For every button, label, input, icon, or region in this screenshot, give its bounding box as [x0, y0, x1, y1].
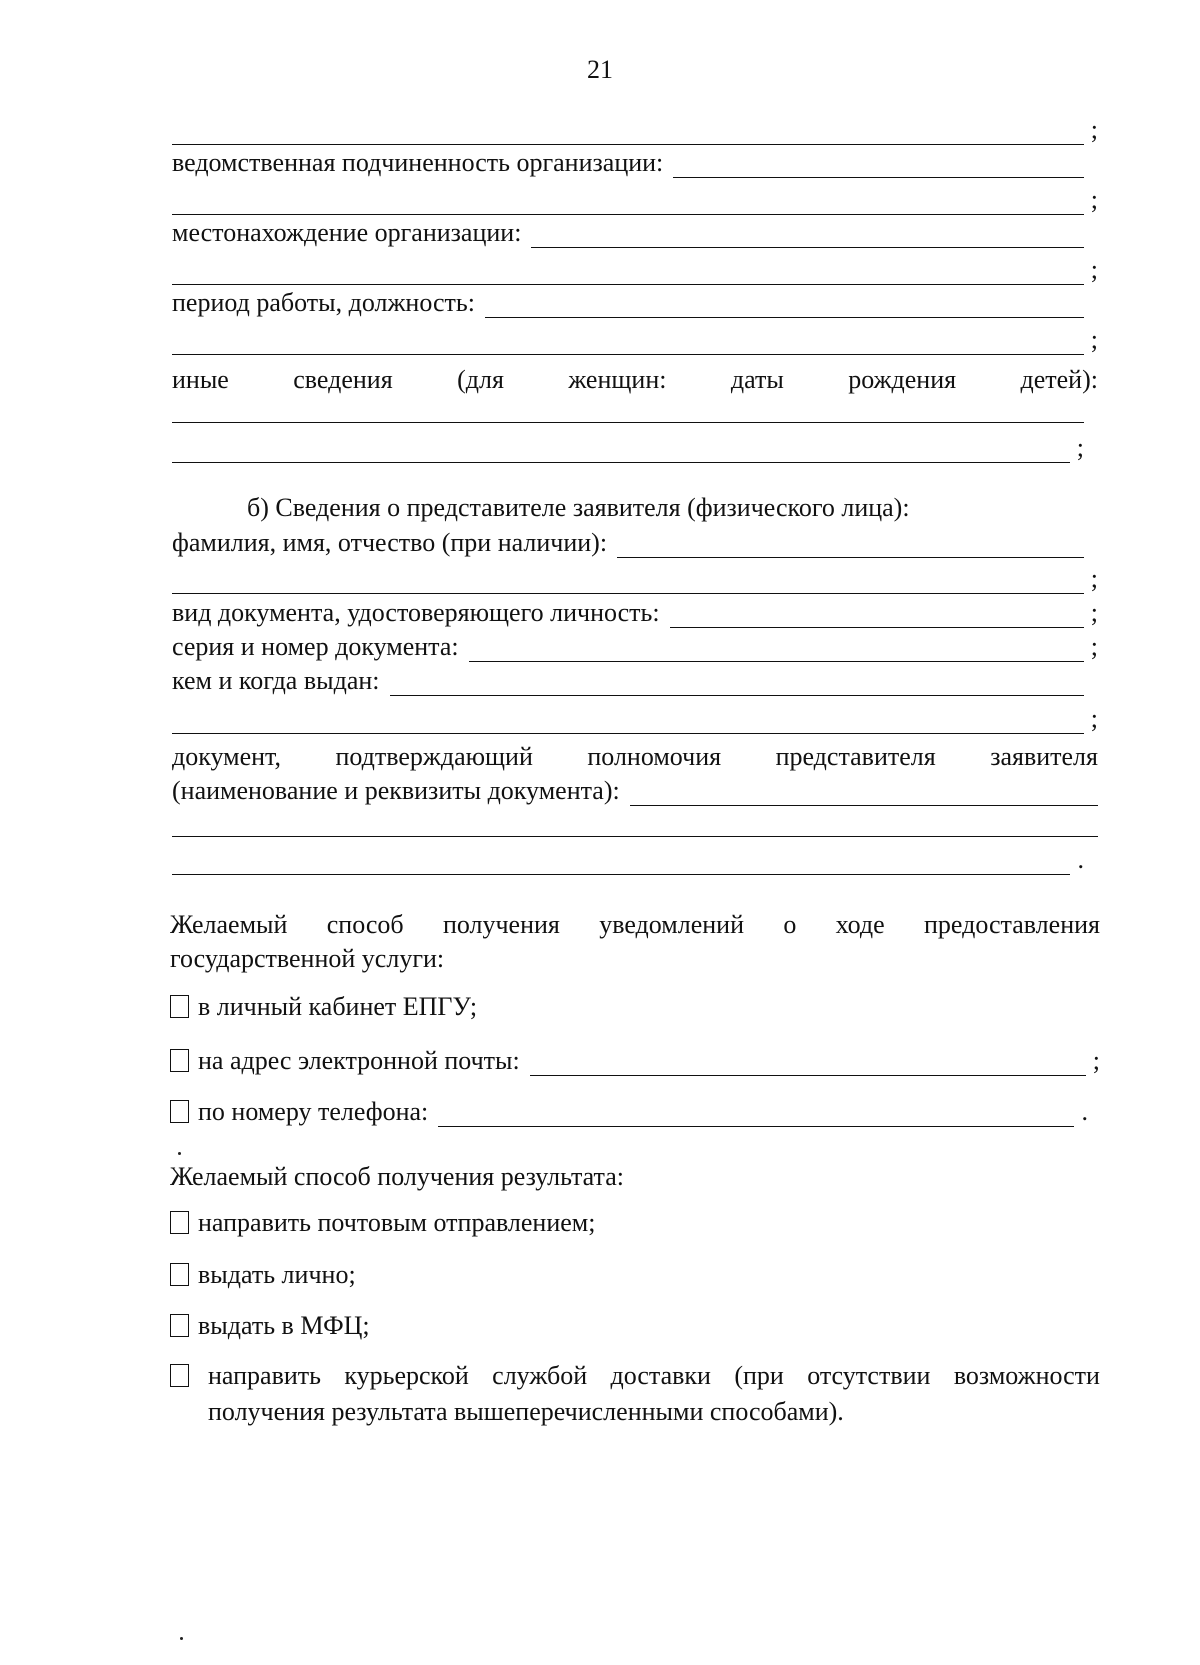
subordination-field[interactable]: [673, 153, 1084, 178]
period: .: [1081, 1097, 1088, 1126]
semicolon: ;: [1090, 704, 1098, 733]
series-row: [172, 632, 1098, 662]
doc-type-row: [172, 598, 1098, 628]
blank-line[interactable]: [172, 260, 1084, 285]
period-row: [172, 288, 1098, 318]
location-label: местонахождение организации:: [172, 218, 522, 247]
blank-line[interactable]: [172, 330, 1084, 355]
fio-field[interactable]: [617, 533, 1084, 558]
location-field[interactable]: [531, 223, 1084, 248]
blank-line[interactable]: [172, 438, 1070, 463]
checkbox[interactable]: [170, 1211, 189, 1234]
blank-line[interactable]: [172, 120, 1084, 145]
blank-line[interactable]: [172, 812, 1098, 837]
checkbox[interactable]: [170, 1314, 189, 1337]
other-info-field-2[interactable]: [172, 433, 1084, 463]
subordination-label: ведомственная подчиненность организации:: [172, 148, 664, 177]
period: .: [1077, 845, 1084, 874]
option-phone[interactable]: [170, 1097, 1088, 1127]
fio-continuation-field[interactable]: [172, 564, 1098, 594]
stray-mark: [178, 1152, 181, 1155]
subordination-continuation-field[interactable]: [172, 185, 1098, 215]
email-field[interactable]: [530, 1051, 1086, 1076]
semicolon: ;: [1090, 564, 1098, 593]
issued-continuation-field[interactable]: [172, 704, 1098, 734]
issued-row: [172, 666, 1084, 696]
authority-doc-field-3[interactable]: [172, 845, 1084, 875]
fio-row: [172, 528, 1084, 558]
option-personal-label: выдать лично;: [198, 1260, 356, 1289]
option-email[interactable]: [170, 1046, 1100, 1076]
period-field[interactable]: [485, 293, 1084, 318]
period-continuation-field[interactable]: [172, 325, 1098, 355]
option-epgu[interactable]: [170, 992, 1100, 1022]
checkbox[interactable]: [170, 1364, 189, 1387]
checkbox[interactable]: [170, 1049, 189, 1072]
series-field[interactable]: [469, 637, 1084, 662]
org-name-continuation-field[interactable]: [172, 115, 1098, 145]
semicolon: ;: [1090, 255, 1098, 284]
authority-doc-label-2: (наименование и реквизиты документа):: [172, 776, 620, 805]
location-continuation-field[interactable]: [172, 255, 1098, 285]
checkbox[interactable]: [170, 995, 189, 1018]
stray-mark: [180, 1637, 183, 1640]
page-number: 21: [587, 55, 613, 84]
authority-doc-field-2[interactable]: [172, 812, 1098, 837]
option-courier[interactable]: [170, 1358, 1100, 1430]
authority-doc-field[interactable]: [630, 781, 1098, 806]
blank-line[interactable]: [172, 398, 1084, 423]
other-info-field-1[interactable]: [172, 398, 1084, 423]
semicolon: ;: [1090, 185, 1098, 214]
notifications-heading: Желаемый способ получения уведомлений о ходе предоставления: [170, 910, 1100, 939]
period-label: период работы, должность:: [172, 288, 475, 317]
doc-type-label: вид документа, удостоверяющего личность:: [172, 598, 660, 627]
option-personal[interactable]: [170, 1260, 1100, 1290]
option-phone-label: по номеру телефона:: [198, 1097, 429, 1126]
blank-line[interactable]: [172, 850, 1070, 875]
section-b-heading: б) Сведения о представителе заявителя (физического лица):: [247, 493, 910, 522]
option-courier-label: направить курьерской службой доставки (при отсутствии возможности получения результата вышеперечисленными способами).: [208, 1361, 1100, 1426]
blank-line[interactable]: [172, 190, 1084, 215]
issued-label: кем и когда выдан:: [172, 666, 380, 695]
blank-line[interactable]: [172, 569, 1084, 594]
blank-line[interactable]: [172, 709, 1084, 734]
option-mfc-label: выдать в МФЦ;: [198, 1311, 370, 1340]
semicolon: ;: [1090, 325, 1098, 354]
fio-label: фамилия, имя, отчество (при наличии):: [172, 528, 608, 557]
semicolon: ;: [1092, 1046, 1100, 1075]
notifications-heading-line2: государственной услуги:: [170, 944, 445, 973]
issued-field[interactable]: [390, 671, 1085, 696]
authority-doc-row: [172, 776, 1098, 806]
subordination-row: [172, 148, 1098, 178]
series-label: серия и номер документа:: [172, 632, 459, 661]
result-heading: Желаемый способ получения результата:: [170, 1162, 624, 1191]
option-email-label: на адрес электронной почты:: [198, 1046, 520, 1075]
checkbox[interactable]: [170, 1263, 189, 1286]
phone-field[interactable]: [438, 1102, 1074, 1127]
option-epgu-label: в личный кабинет ЕПГУ;: [198, 992, 478, 1021]
other-info-label: иные сведения (для женщин: даты рождения детей):: [172, 365, 1098, 394]
semicolon: ;: [1090, 115, 1098, 144]
checkbox[interactable]: [170, 1100, 189, 1123]
semicolon: ;: [1090, 632, 1098, 661]
doc-type-field[interactable]: [670, 603, 1084, 628]
semicolon: ;: [1090, 598, 1098, 627]
location-row: [172, 218, 1098, 248]
semicolon: ;: [1076, 433, 1084, 462]
option-mfc[interactable]: [170, 1311, 1100, 1341]
option-post[interactable]: [170, 1208, 1100, 1238]
authority-doc-label: документ, подтверждающий полномочия представителя заявителя: [172, 742, 1098, 771]
option-post-label: направить почтовым отправлением;: [198, 1208, 596, 1237]
